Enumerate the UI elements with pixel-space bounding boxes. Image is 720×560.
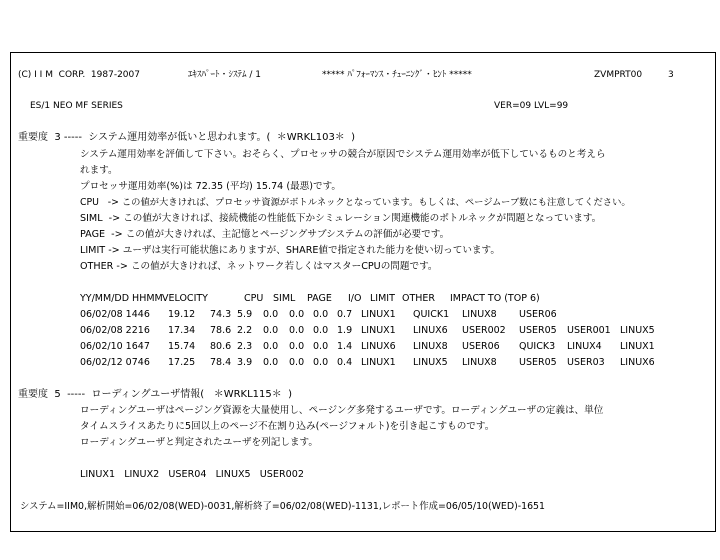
table-cell: 0.0 bbox=[313, 341, 329, 352]
table-cell: 78.6 bbox=[210, 325, 232, 336]
report-id: ZVMPRT00 bbox=[594, 70, 643, 80]
table-row bbox=[80, 325, 700, 337]
table-cell: LINUX8 bbox=[413, 341, 448, 352]
table-cell: 19.12 bbox=[168, 309, 196, 320]
table-cell: LINUX6 bbox=[413, 325, 448, 336]
table-cell: 06/02/08 1446 bbox=[80, 309, 150, 320]
section2-heading: 重要度 5 ----- ローディングユーザ情報( ＊WRKL115＊ ) bbox=[18, 389, 293, 400]
column-header: SIML bbox=[273, 293, 296, 304]
table-cell: 80.6 bbox=[210, 341, 232, 352]
column-header: I/O bbox=[348, 293, 362, 304]
table-cell: 0.0 bbox=[289, 325, 305, 336]
column-header: CPU bbox=[244, 293, 264, 304]
column-header: YY/MM/DD HHMM bbox=[80, 293, 163, 304]
table-cell: 2.2 bbox=[237, 325, 253, 336]
table-cell: QUICK1 bbox=[413, 309, 450, 320]
table-cell: 0.0 bbox=[263, 309, 279, 320]
section1-heading: 重要度 3 ----- システム運用効率が低いと思われます。( ＊WRKL103＊ ) bbox=[18, 132, 356, 143]
section2-line: ローディングユーザはページング資源を大量使用し、ページング多発するユーザです。ローディングユーザの定義は、単位 bbox=[80, 405, 604, 416]
column-header: VELOCITY bbox=[162, 293, 208, 304]
table-cell: 0.0 bbox=[313, 325, 329, 336]
table-cell: 0.0 bbox=[263, 341, 279, 352]
table-cell: 0.0 bbox=[313, 309, 329, 320]
table-row bbox=[80, 357, 700, 369]
section1-line: SIML -> この値が大きければ、接続機能の性能低下かシミュレーション関連機能のボトルネックが問題となっています。 bbox=[80, 213, 602, 224]
section1-line: CPU -> この値が大きければ、プロセッサ資源がボトルネックとなっています。もしくは、ページムーブ数にも注意してください。 bbox=[80, 197, 631, 208]
table-cell: 5.9 bbox=[237, 309, 253, 320]
section1-line: システム運用効率を評価して下さい。おそらく、プロセッサの競合が原因でシステム運用効率が低下しているものと考えら bbox=[80, 149, 606, 160]
page-number: 3 bbox=[668, 70, 674, 80]
table-cell: 06/02/10 1647 bbox=[80, 341, 150, 352]
table-cell: USER05 bbox=[519, 325, 557, 336]
table-cell: LINUX8 bbox=[462, 309, 497, 320]
table-cell: 0.0 bbox=[289, 309, 305, 320]
table-cell: LINUX4 bbox=[567, 341, 602, 352]
advice-title: ***** ﾊﾟﾌｫｰﾏﾝｽ・ﾁｭｰﾆﾝｸﾞ・ﾋﾝﾄ ***** bbox=[322, 70, 472, 80]
document-title: ｴｷｽﾊﾟｰﾄ・ｼｽﾃﾑ / 1 bbox=[188, 70, 261, 80]
table-cell: LINUX5 bbox=[620, 325, 655, 336]
series-name: ES/1 NEO MF SERIES bbox=[30, 101, 123, 111]
table-cell: 06/02/12 0746 bbox=[80, 357, 150, 368]
table-cell: 2.3 bbox=[237, 341, 253, 352]
table-cell: USER06 bbox=[519, 309, 557, 320]
table-cell: 74.3 bbox=[210, 309, 232, 320]
table-header bbox=[80, 293, 700, 305]
table-cell: LINUX5 bbox=[413, 357, 448, 368]
table-cell: LINUX8 bbox=[462, 357, 497, 368]
table-cell: 0.0 bbox=[289, 341, 305, 352]
table-cell: LINUX1 bbox=[361, 325, 396, 336]
table-cell: LINUX1 bbox=[361, 357, 396, 368]
loading-users-list: LINUX1 LINUX2 USER04 LINUX5 USER002 bbox=[80, 469, 304, 480]
table-cell: 0.0 bbox=[313, 357, 329, 368]
column-header: LIMIT bbox=[370, 293, 395, 304]
section1-line: OTHER -> この値が大きければ、ネットワーク若しくはマスターCPUの問題です。 bbox=[80, 261, 438, 272]
table-cell: 0.0 bbox=[263, 357, 279, 368]
table-cell: USER05 bbox=[519, 357, 557, 368]
section2-line: タイムスライスあたりに5回以上のページ不在割り込み(ページフォルト)を引き起こすものです。 bbox=[80, 421, 495, 432]
table-cell: 1.4 bbox=[337, 341, 353, 352]
version-info: VER=09 LVL=99 bbox=[494, 101, 569, 111]
column-header: PAGE bbox=[307, 293, 332, 304]
table-cell: 0.4 bbox=[337, 357, 353, 368]
table-cell: 06/02/08 2216 bbox=[80, 325, 150, 336]
table-cell: 3.9 bbox=[237, 357, 253, 368]
copyright-text: (C) I I M CORP. 1987-2007 bbox=[18, 70, 140, 80]
table-cell: USER03 bbox=[567, 357, 605, 368]
table-row bbox=[80, 341, 700, 353]
table-cell: 0.0 bbox=[263, 325, 279, 336]
section1-line: れます。 bbox=[80, 165, 118, 176]
section1-line: プロセッサ運用効率(%)は 72.35 (平均) 15.74 (最悪)です。 bbox=[80, 181, 342, 192]
table-cell: 1.9 bbox=[337, 325, 353, 336]
table-cell: QUICK3 bbox=[519, 341, 556, 352]
table-cell: LINUX6 bbox=[361, 341, 396, 352]
analysis-footer: システム=IIM0,解析開始=06/02/08(WED)-0031,解析終了=06/02/08(WED)-1131,レポート作成=06/05/10(WED)-1651 bbox=[20, 501, 545, 512]
table-cell: 78.4 bbox=[210, 357, 232, 368]
table-cell: LINUX1 bbox=[361, 309, 396, 320]
column-header: IMPACT TO (TOP 6) bbox=[450, 293, 540, 304]
table-cell: 17.34 bbox=[168, 325, 196, 336]
table-cell: 15.74 bbox=[168, 341, 196, 352]
section1-line: LIMIT -> ユーザは実行可能状態にありますが、SHARE値で指定された能力を使い切っています。 bbox=[80, 245, 500, 256]
table-cell: 17.25 bbox=[168, 357, 196, 368]
table-row bbox=[80, 309, 700, 321]
table-cell: USER002 bbox=[462, 325, 506, 336]
table-cell: LINUX1 bbox=[620, 341, 655, 352]
column-header: OTHER bbox=[402, 293, 436, 304]
table-cell: LINUX6 bbox=[620, 357, 655, 368]
section2-line: ローディングユーザと判定されたユーザを列記します。 bbox=[80, 437, 318, 448]
table-cell: USER001 bbox=[567, 325, 611, 336]
table-cell: 0.0 bbox=[289, 357, 305, 368]
section1-line: PAGE -> この値が大きければ、主記憶とページングサブシステムの評価が必要です。 bbox=[80, 229, 450, 240]
table-cell: 0.7 bbox=[337, 309, 353, 320]
report-frame bbox=[10, 52, 716, 532]
table-cell: USER06 bbox=[462, 341, 500, 352]
